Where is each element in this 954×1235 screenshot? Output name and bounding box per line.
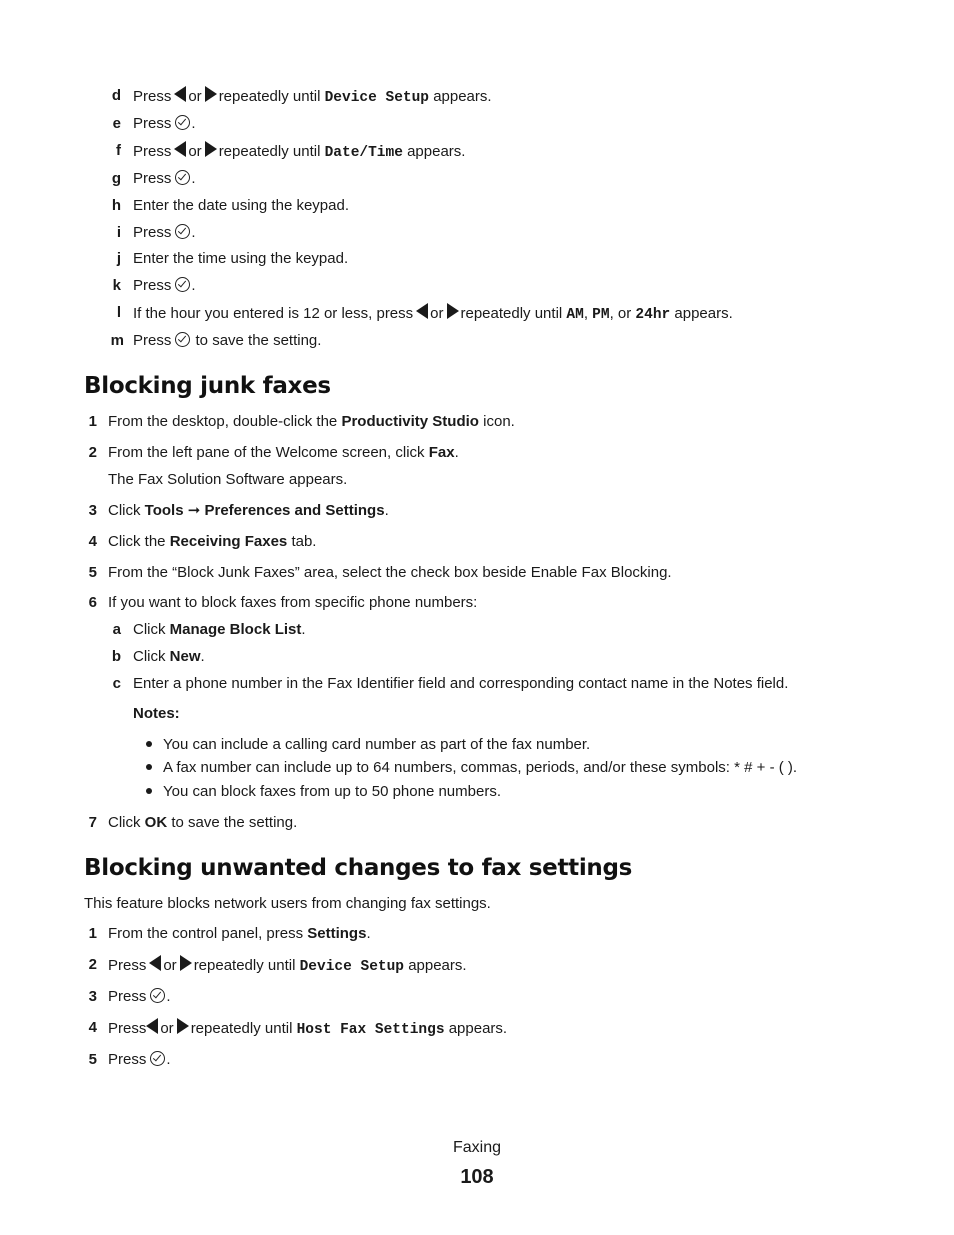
- bullet-icon: [146, 764, 152, 770]
- step-d: Press or repeatedly until Device Setup appears.: [133, 88, 492, 106]
- step-2: From the left pane of the Welcome screen, click Fax.: [108, 444, 459, 461]
- step-g: Press .: [133, 170, 196, 187]
- step-label: 2: [88, 444, 97, 461]
- step-label: 4: [88, 1019, 97, 1036]
- step-label: 6: [88, 594, 97, 611]
- step-label: a: [112, 621, 121, 638]
- step-i: Press .: [133, 224, 196, 241]
- select-check-icon: [175, 277, 190, 292]
- step-4: Press or repeatedly until Host Fax Settings appears.: [108, 1020, 508, 1038]
- select-check-icon: [175, 224, 190, 239]
- right-arrow-icon: [205, 141, 217, 157]
- step-label: e: [112, 115, 121, 132]
- step-1: From the desktop, double-click the Productivity Studio icon.: [108, 413, 515, 430]
- select-check-icon: [175, 115, 190, 130]
- right-arrow-icon: [180, 955, 192, 971]
- step-4: Click the Receiving Faxes tab.: [108, 533, 317, 550]
- step-h: Enter the date using the keypad.: [133, 197, 349, 214]
- section-title-blocking-junk-faxes: Blocking junk faxes: [84, 373, 331, 399]
- step-label: 3: [88, 988, 97, 1005]
- bullet-icon: [146, 788, 152, 794]
- step-label: 5: [88, 564, 97, 581]
- step-6b: Click New.: [133, 648, 205, 665]
- note-item: You can include a calling card number as part of the fax number.: [163, 736, 591, 753]
- step-l: If the hour you entered is 12 or less, press or repeatedly until AM, PM, or 24hr appears.: [133, 305, 733, 323]
- step-j: Enter the time using the keypad.: [133, 250, 349, 267]
- select-check-icon: [175, 332, 190, 347]
- left-arrow-icon: [146, 1018, 158, 1034]
- step-label: 1: [88, 925, 97, 942]
- left-arrow-icon: [174, 141, 186, 157]
- step-label: 4: [88, 533, 97, 550]
- step-label: g: [111, 170, 121, 187]
- left-arrow-icon: [416, 303, 428, 319]
- step-5: From the “Block Junk Faxes” area, select the check box beside Enable Fax Blocking.: [108, 564, 672, 581]
- step-label: 1: [88, 413, 97, 430]
- step-6a: Click Manage Block List.: [133, 621, 306, 638]
- step-label: c: [112, 675, 121, 692]
- step-e: Press .: [133, 115, 196, 132]
- right-arrow-icon: [205, 86, 217, 102]
- select-check-icon: [150, 988, 165, 1003]
- footer-section-name: Faxing: [452, 1139, 502, 1156]
- left-arrow-icon: [149, 955, 161, 971]
- step-label: l: [116, 304, 121, 321]
- step-m: Press to save the setting.: [133, 332, 322, 349]
- step-3: Press .: [108, 988, 171, 1005]
- step-label: d: [111, 87, 121, 104]
- step-2: Press or repeatedly until Device Setup appears.: [108, 957, 467, 975]
- select-check-icon: [150, 1051, 165, 1066]
- step-label: m: [110, 332, 124, 349]
- step-label: 3: [88, 502, 97, 519]
- step-label: 7: [88, 814, 97, 831]
- left-arrow-icon: [174, 86, 186, 102]
- section-intro: This feature blocks network users from changing fax settings.: [84, 895, 491, 912]
- step-7: Click OK to save the setting.: [108, 814, 298, 831]
- step-5: Press .: [108, 1051, 171, 1068]
- bullet-icon: [146, 741, 152, 747]
- step-2-note: The Fax Solution Software appears.: [108, 471, 348, 488]
- step-f: Press or repeatedly until Date/Time appears.: [133, 143, 466, 161]
- step-3: Click Tools ➞ Preferences and Settings.: [108, 502, 389, 519]
- note-item: You can block faxes from up to 50 phone numbers.: [163, 783, 501, 800]
- step-6: If you want to block faxes from specific phone numbers:: [108, 594, 478, 611]
- step-k: Press .: [133, 277, 196, 294]
- step-label: j: [116, 250, 121, 267]
- step-label: i: [116, 224, 121, 241]
- menu-arrow-icon: ➞: [187, 502, 201, 519]
- step-label: f: [116, 142, 121, 159]
- section-title-blocking-unwanted-changes: Blocking unwanted changes to fax settings: [84, 855, 633, 881]
- step-1: From the control panel, press Settings.: [108, 925, 371, 942]
- step-6c: Enter a phone number in the Fax Identifier field and corresponding contact name in the Notes field.: [133, 675, 789, 692]
- page-number: 108: [460, 1166, 494, 1188]
- step-label: 2: [88, 956, 97, 973]
- notes-label: Notes:: [133, 705, 180, 722]
- select-check-icon: [175, 170, 190, 185]
- step-label: b: [111, 648, 121, 665]
- step-label: k: [112, 277, 121, 294]
- step-label: h: [111, 197, 121, 214]
- right-arrow-icon: [177, 1018, 189, 1034]
- right-arrow-icon: [447, 303, 459, 319]
- note-item: A fax number can include up to 64 numbers, commas, periods, and/or these symbols: * # + - ( ).: [163, 759, 798, 776]
- step-label: 5: [88, 1051, 97, 1068]
